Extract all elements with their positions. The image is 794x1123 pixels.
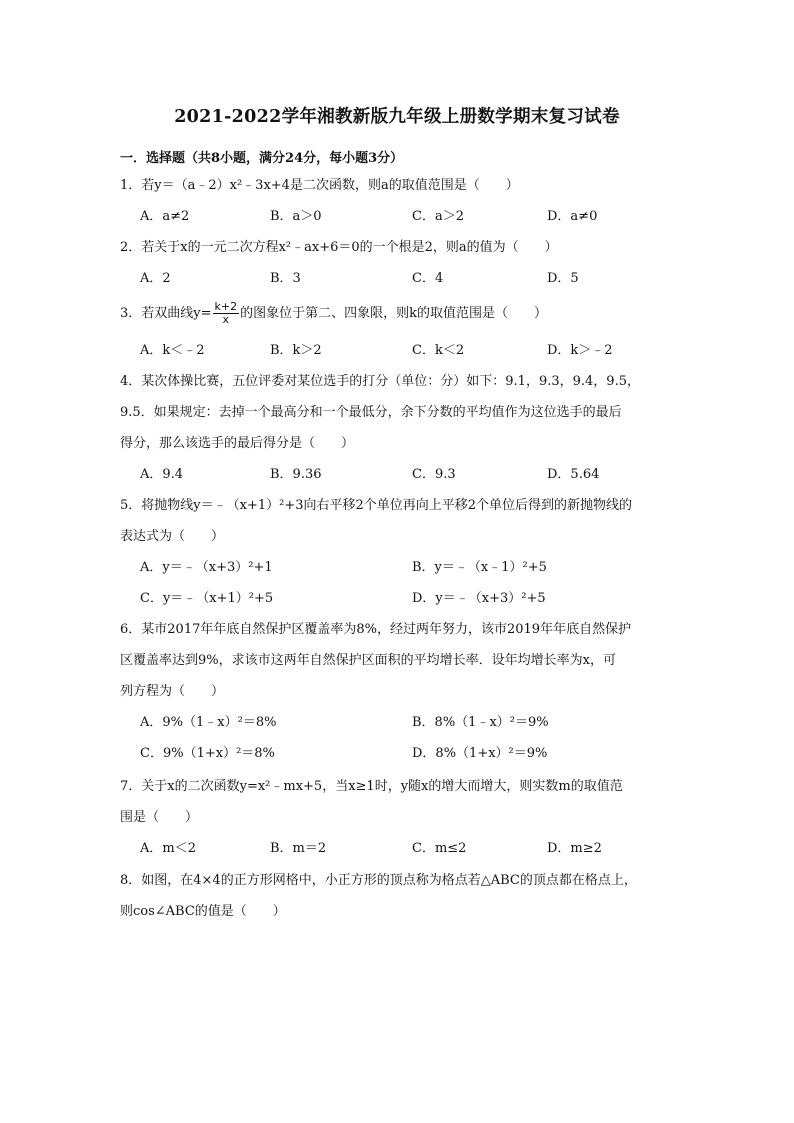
- option-c: C．y＝﹣（x+1）²+5: [140, 591, 274, 606]
- question-3-post: 的图象位于第二、四象限，则k的取值范围是（ ）: [240, 306, 547, 321]
- option-b: B．y＝﹣（x﹣1）²+5: [412, 560, 547, 575]
- option-c: C．9.3: [412, 467, 456, 482]
- question-5-line-1: 5．将抛物线y＝﹣（x+1）²+3向右平移2个单位再向上平移2个单位后得到的新抛物线的: [120, 498, 633, 513]
- question-5-options-row-1: [140, 559, 700, 577]
- question-2-options: [140, 270, 700, 288]
- option-d: D．k＞﹣2: [547, 343, 613, 358]
- option-a: A．9.4: [140, 467, 184, 482]
- option-c: C．k＜2: [412, 343, 465, 358]
- question-3-pre: 3．若双曲线y=: [120, 306, 212, 321]
- question-4-line-3: 得分，那么该选手的最后得分是（ ）: [120, 436, 355, 451]
- question-7-options: [140, 840, 700, 858]
- fraction: [213, 301, 240, 326]
- option-c: C．m≤2: [412, 841, 467, 856]
- question-5-line-2: 表达式为（ ）: [120, 529, 225, 544]
- option-a: A．m＜2: [140, 841, 196, 856]
- question-1-text: 1．若y＝（a﹣2）x²﹣3x+4是二次函数，则a的取值范围是（ ）: [120, 178, 519, 193]
- option-a: A．k＜﹣2: [140, 343, 205, 358]
- question-7-line-1: 7．关于x的二次函数y=x²﹣mx+5，当x≥1时，y随x的增大而增大，则实数m的取值范: [120, 779, 623, 794]
- option-b: B．k＞2: [270, 343, 322, 358]
- option-b: B．9.36: [270, 467, 322, 482]
- question-4-options: [140, 466, 700, 484]
- exam-title: 2021-2022学年湘教新版九年级上册数学期末复习试卷: [174, 107, 620, 127]
- option-c: C．9%（1+x）²＝8%: [140, 746, 275, 761]
- question-8-line-2: 则cos∠ABC的值是（ ）: [120, 904, 286, 919]
- question-2-text: 2．若关于x的一元二次方程x²﹣ax+6＝0的一个根是2，则a的值为（ ）: [120, 240, 558, 255]
- question-4-line-1: 4．某次体操比赛，五位评委对某位选手的打分（单位：分）如下：9.1，9.3，9.4，9.5，: [120, 374, 640, 389]
- option-d: D．m≥2: [547, 841, 602, 856]
- question-3-text: [120, 299, 547, 329]
- option-a: A．2: [140, 271, 171, 286]
- option-d: D．5: [547, 271, 579, 286]
- section-heading: 一．选择题（共8小题，满分24分，每小题3分）: [120, 151, 404, 166]
- question-1-options: [140, 208, 700, 226]
- option-d: D．y＝﹣（x+3）²+5: [412, 591, 546, 606]
- question-6-options-row-1: [140, 714, 700, 732]
- fraction-denominator: x: [222, 313, 230, 326]
- question-3-options: [140, 342, 700, 360]
- question-6-options-row-2: [140, 745, 700, 763]
- question-8-line-1: 8．如图，在4×4的正方形网格中，小正方形的顶点称为格点若△ABC的顶点都在格点上，: [120, 873, 637, 888]
- option-b: B．m＝2: [270, 841, 327, 856]
- question-6-line-1: 6．某市2017年年底自然保护区覆盖率为8%，经过两年努力，该市2019年年底自然保护: [120, 622, 632, 637]
- question-5-options-row-2: [140, 590, 700, 608]
- question-4-line-2: 9.5．如果规定：去掉一个最高分和一个最低分，余下分数的平均值作为这位选手的最后: [120, 405, 622, 420]
- option-c: C．4: [412, 271, 444, 286]
- option-a: A．a≠2: [140, 209, 190, 224]
- option-d: D．5.64: [547, 467, 600, 482]
- fraction-numerator: k+2: [214, 300, 238, 313]
- option-a: A．9%（1﹣x）²＝8%: [140, 715, 277, 730]
- option-a: A．y＝﹣（x+3）²+1: [140, 560, 273, 575]
- option-d: D．8%（1+x）²＝9%: [412, 746, 548, 761]
- question-6-line-2: 区覆盖率达到9%，求该市这两年自然保护区面积的平均增长率．设年均增长率为x，可: [120, 653, 616, 668]
- option-b: B．a＞0: [270, 209, 322, 224]
- question-6-line-3: 列方程为（ ）: [120, 684, 225, 699]
- option-b: B．3: [270, 271, 301, 286]
- option-d: D．a≠0: [547, 209, 598, 224]
- option-c: C．a＞2: [412, 209, 464, 224]
- option-b: B．8%（1﹣x）²＝9%: [412, 715, 549, 730]
- question-7-line-2: 围是（ ）: [120, 810, 199, 825]
